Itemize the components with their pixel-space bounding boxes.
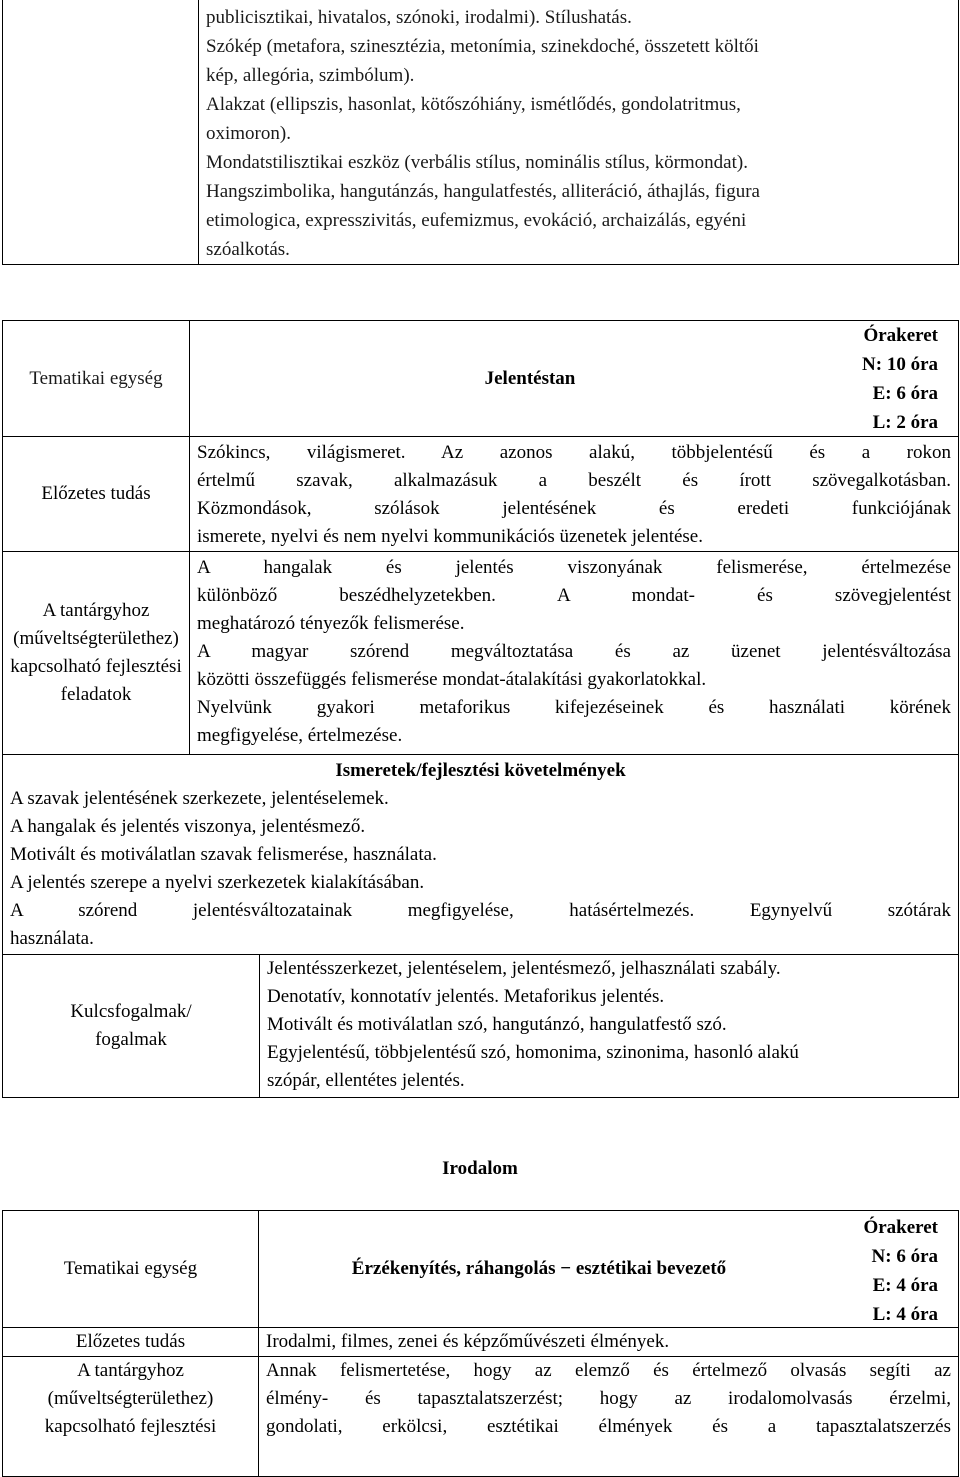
development-tasks-label: A tantárgyhoz (műveltségterülethez) kapcsolható fejlesztési	[3, 1357, 259, 1477]
stylistics-content-cell	[199, 0, 959, 265]
content-line: Motivált és motiválatlan szó, hangutánzó, hangulatfestő szó.	[267, 1014, 727, 1035]
hours-box	[862, 321, 938, 437]
hours-box	[863, 1213, 938, 1329]
content-line: ismerete, nyelvi és nem nyelvi kommunikációs üzenetek jelentése.	[197, 526, 703, 547]
unit-title: Érzékenyítés, ráhangolás − esztétikai bevezető	[351, 1258, 727, 1279]
content-line: etimologica, expresszivitás, eufemizmus, evokáció, archaizálás, egyéni	[206, 210, 747, 231]
prior-knowledge-content	[190, 437, 959, 552]
content-line: Jelentésszerkezet, jelentéselem, jelentésmező, jelhasználati szabály.	[267, 958, 781, 979]
hours-label: Órakeret	[863, 325, 938, 346]
unit-header-cell	[259, 1211, 959, 1328]
prior-knowledge-content: Irodalmi, filmes, zenei és képzőművészeti élmények.	[259, 1328, 959, 1357]
content-line: publicisztikai, hivatalos, szónoki, irodalmi). Stílushatás.	[206, 7, 632, 28]
content-line: gondolati, erkölcsi, esztétikai élmények és a tapasztalatszerzés	[266, 1416, 951, 1437]
content-line: Nyelvünk gyakori metaforikus kifejezéseinek és használati körének	[197, 697, 951, 718]
hours-n: N: 6 óra	[871, 1246, 938, 1267]
content-line: A hangalak és jelentés viszonyának felismerése, értelmezése	[197, 557, 951, 578]
content-line: Hangszimbolika, hangutánzás, hangulatfestés, alliteráció, áthajlás, figura	[206, 181, 760, 202]
content-line: értelmű szavak, alkalmazásuk a beszélt és írott szövegalkotásban.	[197, 470, 951, 491]
unit-title: Jelentéstan	[484, 368, 576, 389]
requirements-cell	[3, 755, 959, 955]
content-line: megfigyelése, értelmezése.	[197, 725, 403, 746]
irodalom-table	[2, 1210, 959, 1477]
content-line: közötti összefüggés felismerése mondat-átalakítási gyakorlatokkal.	[197, 669, 707, 690]
development-tasks-content	[190, 552, 959, 755]
content-line: Annak felismertetése, hogy az elemző és értelmező olvasás segíti az	[266, 1360, 951, 1381]
content-line: Denotatív, konnotatív jelentés. Metaforikus jelentés.	[267, 986, 665, 1007]
hours-e: E: 6 óra	[872, 383, 938, 404]
content-line: szóalkotás.	[206, 239, 290, 260]
thematic-unit-label: Tematikai egység	[3, 1211, 259, 1328]
content-line: A hangalak és jelentés viszonya, jelentésmező.	[10, 816, 366, 837]
key-concepts-label: Kulcsfogalmak/ fogalmak	[3, 955, 260, 1098]
content-line: kép, allegória, szimbólum).	[206, 65, 415, 86]
unit-header-cell	[190, 321, 959, 437]
content-line: Szókép (metafora, szinesztézia, metonímia, szinekdoché, összetett költői	[206, 36, 759, 57]
hours-l: L: 4 óra	[872, 1304, 938, 1325]
content-line: Mondatstilisztikai eszköz (verbális stílus, nominális stílus, körmondat).	[206, 152, 748, 173]
content-line: használata.	[10, 928, 94, 949]
key-concepts-content	[260, 955, 959, 1098]
requirements-title: Ismeretek/fejlesztési követelmények	[335, 760, 626, 781]
content-line: különböző beszédhelyzetekben. A mondat- és szövegjelentést	[197, 585, 951, 606]
prior-knowledge-label: Előzetes tudás	[3, 1328, 259, 1357]
hours-n: N: 10 óra	[862, 354, 938, 375]
content-line: Közmondások, szólások jelentésének és eredeti funkciójának	[197, 498, 951, 519]
content-line: oximoron).	[206, 123, 291, 144]
hours-e: E: 4 óra	[872, 1275, 938, 1296]
content-line: Alakzat (ellipszis, hasonlat, kötőszóhiány, ismétlődés, gondolatritmus,	[206, 94, 741, 115]
content-line: Motivált és motiválatlan szavak felismerése, használata.	[10, 844, 437, 865]
content-line: A szórend jelentésváltozatainak megfigyelése, hatásértelmezés. Egynyelvű szótárak	[10, 900, 951, 921]
content-line: Szókincs, világismeret. Az azonos alakú, többjelentésű és a rokon	[197, 442, 951, 463]
content-line: A magyar szórend megváltoztatása és az üzenet jelentésváltozása	[197, 641, 951, 662]
content-line: élmény- és tapasztalatszerzést; hogy az irodalomolvasás érzelmi,	[266, 1388, 951, 1409]
prior-knowledge-label: Előzetes tudás	[3, 437, 190, 552]
development-tasks-content	[259, 1357, 959, 1477]
empty-label-cell	[3, 0, 199, 265]
jelentestan-table	[2, 320, 959, 1098]
content-line: Egyjelentésű, többjelentésű szó, homonima, szinonima, hasonló alakú	[267, 1042, 799, 1063]
top-continuation-table	[2, 0, 959, 265]
thematic-unit-label: Tematikai egység	[3, 321, 190, 437]
development-tasks-label: A tantárgyhoz (műveltségterülethez) kapcsolható fejlesztési feladatok	[3, 552, 190, 755]
hours-label: Órakeret	[863, 1217, 938, 1238]
hours-l: L: 2 óra	[872, 412, 938, 433]
content-line: meghatározó tényezők felismerése.	[197, 613, 465, 634]
content-line: A szavak jelentésének szerkezete, jelentéselemek.	[10, 788, 389, 809]
content-line: A jelentés szerepe a nyelvi szerkezetek kialakításában.	[10, 872, 425, 893]
content-line: szópár, ellentétes jelentés.	[267, 1070, 465, 1091]
section-title: Irodalom	[442, 1158, 518, 1179]
